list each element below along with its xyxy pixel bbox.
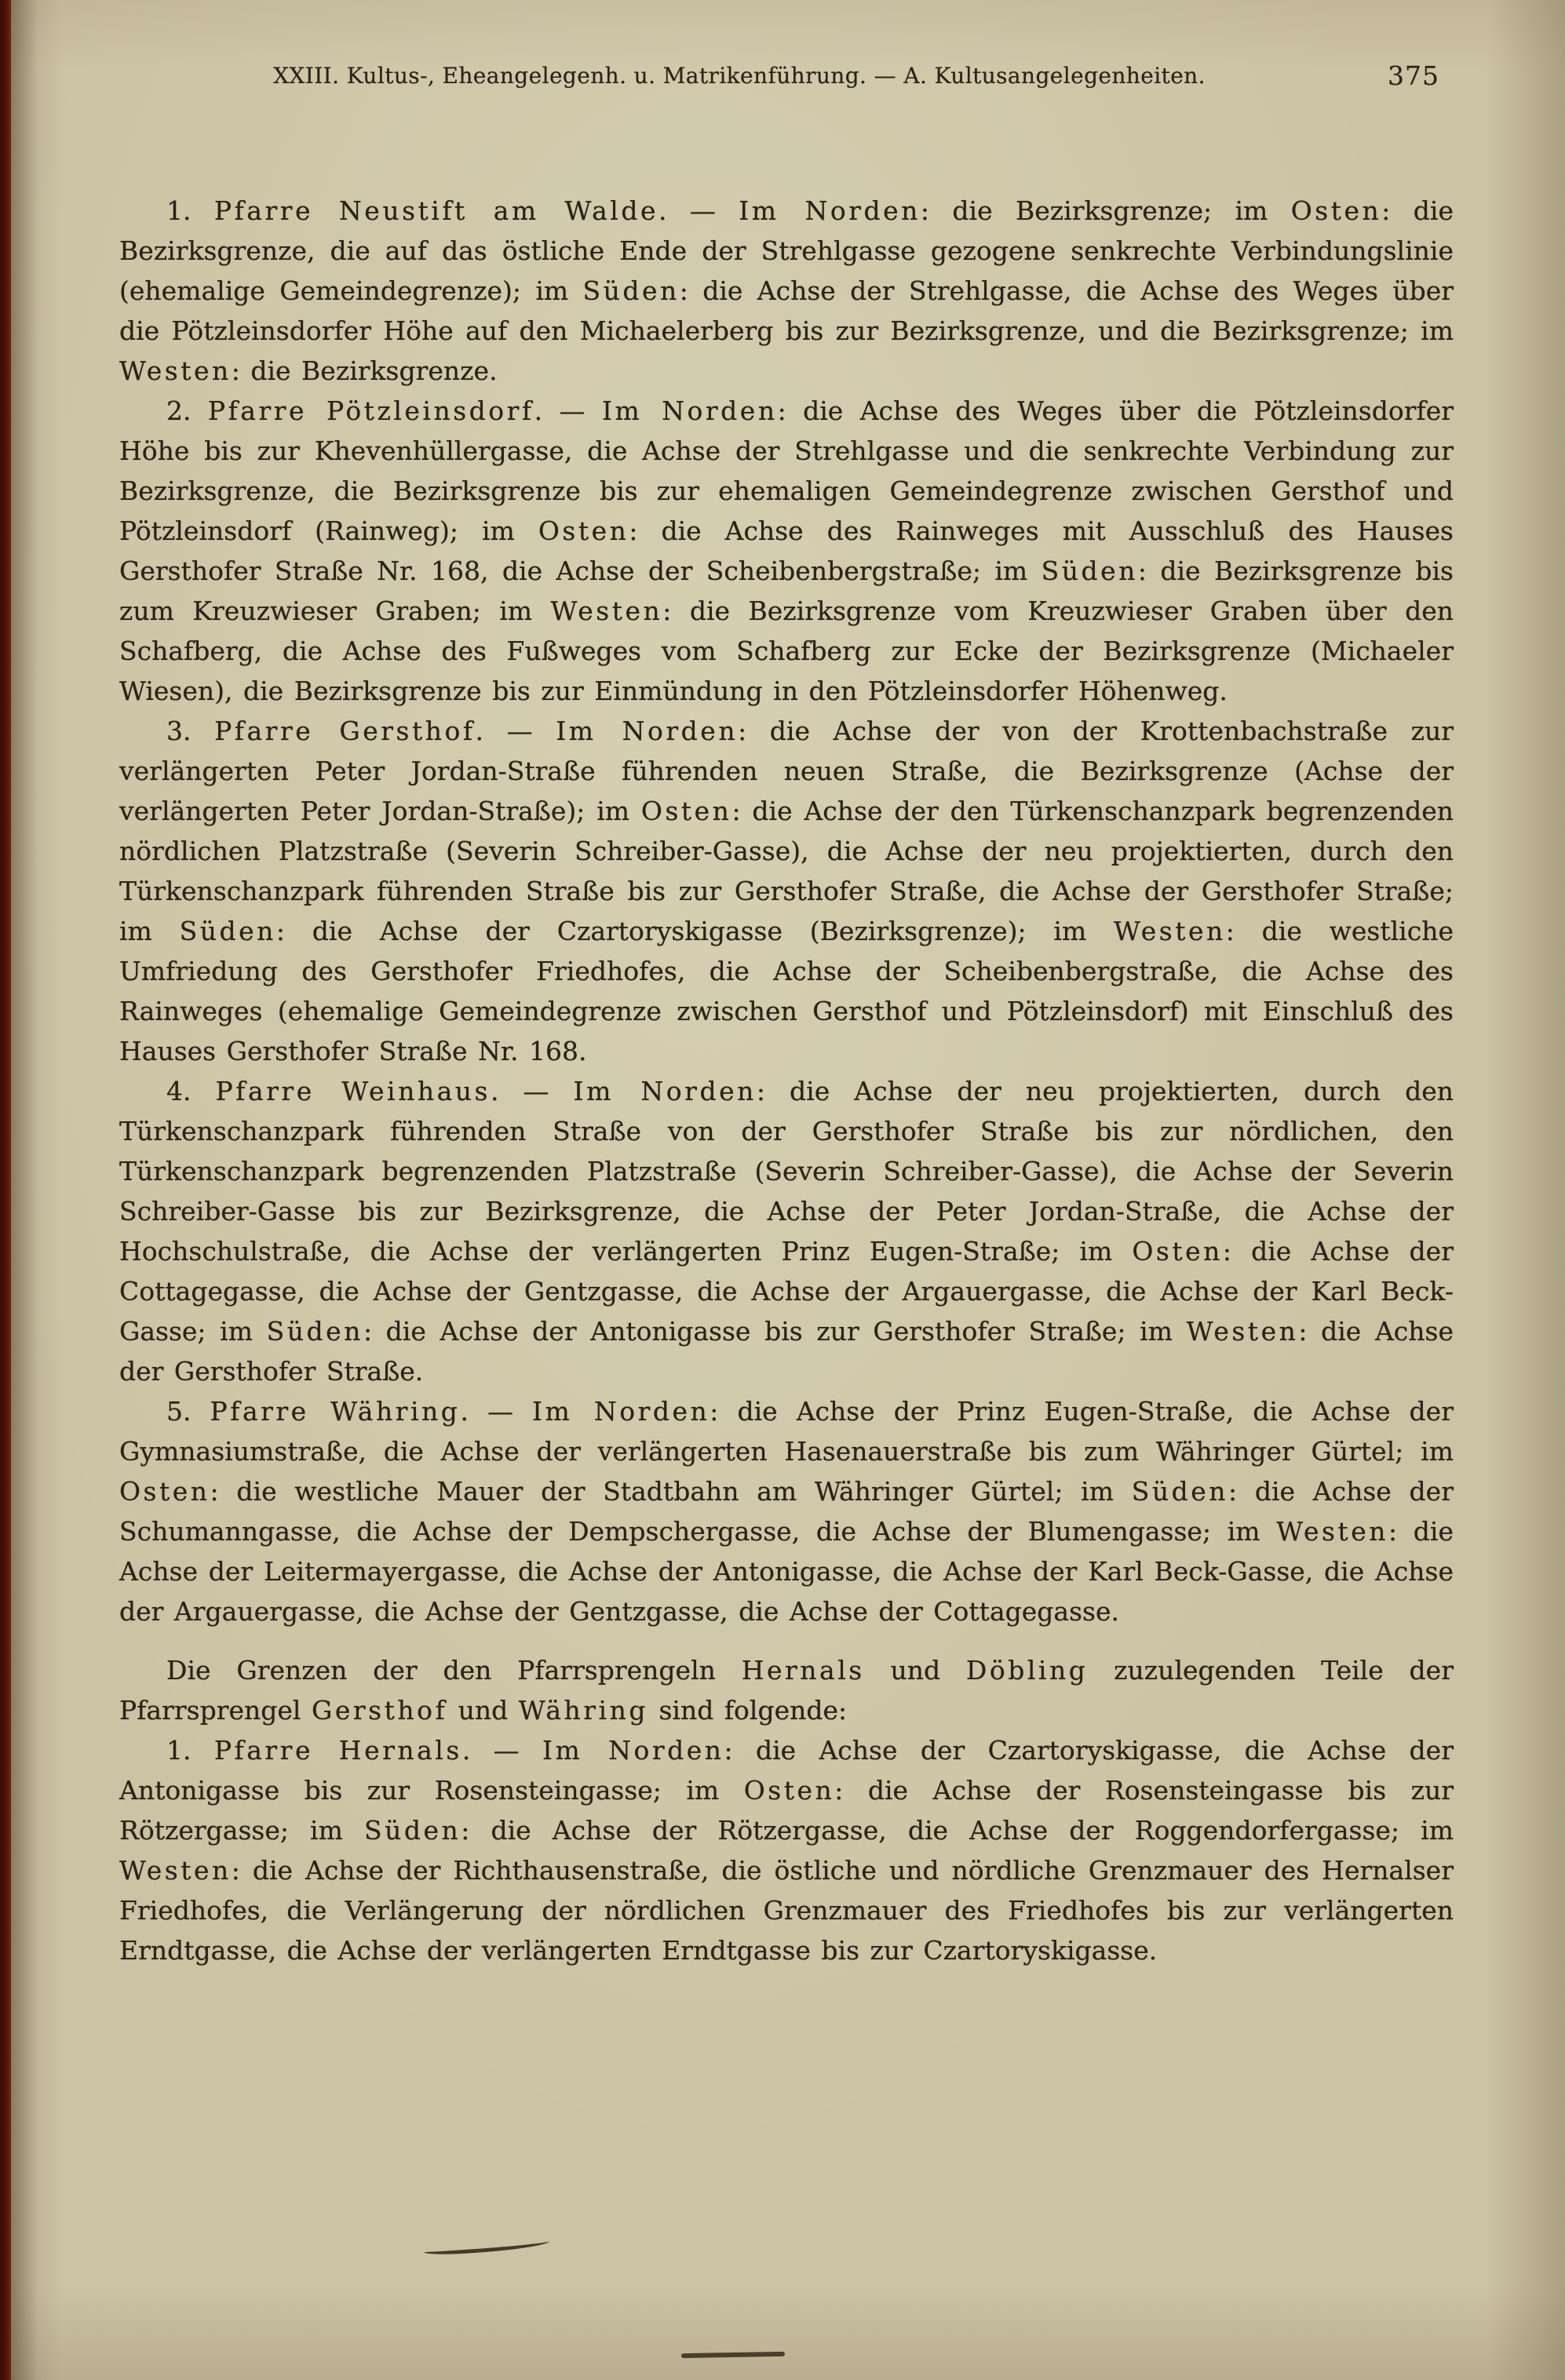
emphasized-text: Im Norden: [739, 195, 921, 226]
ink-mark: [681, 2352, 785, 2358]
text-run: : die Bezirksgrenze; im: [920, 195, 1291, 226]
text-run: : die westliche Mauer der Stadtbahn am Währinger Gürtel; im: [210, 1476, 1132, 1507]
emphasized-text: Osten: [640, 796, 732, 826]
emphasized-text: Pfarre Hernals: [213, 1735, 462, 1766]
emphasized-text: Pfarre Weinhaus: [215, 1076, 491, 1106]
text-run: . —: [475, 716, 556, 746]
paragraph: [119, 1730, 1454, 1970]
text-run: : die Bezirksgrenze, die auf das östliche Ende der Strehlgasse gezogene senkrechte Verbindungslinie (ehemalige Gemeindegrenze); im: [119, 195, 1454, 306]
text-run: : die Achse der neu projektierten, durch den Türkenschanzpark führenden Straße von der Gersthofer Straße bis zur nördlichen, den Türkenschanzpark begrenzenden Platzstraße (Severin Schreiber-Gasse), die Achse der Severin Schreiber-Gasse bis zur Bezirksgrenze, die Achse der Peter Jordan-Straße, die Achse der Hochschulstraße, die Achse der verlängerten Prinz Eugen-Straße; im: [119, 1076, 1454, 1267]
book-binding-edge: [0, 0, 11, 2380]
text-run: : die Achse der Rosensteingasse bis zur Rötzergasse; im: [119, 1775, 1454, 1846]
emphasized-text: Süden: [1041, 556, 1138, 586]
page-number: 375: [1388, 60, 1439, 91]
text-run: Die Grenzen der den Pfarrsprengeln: [166, 1655, 742, 1686]
page-header: [119, 60, 1454, 91]
text-run: : die Bezirksgrenze.: [231, 355, 498, 386]
text-run: : die Achse der Schumanngasse, die Achse der Dempschergasse, die Achse der Blumengasse; im: [119, 1476, 1454, 1547]
text-run: : die Achse der von der Krottenbachstraße zur verlängerten Peter Jordan-Straße führenden neuen Straße, die Bezirksgrenze (Achse der verlängerten Peter Jordan-Straße); im: [119, 716, 1454, 826]
paragraph: [119, 711, 1454, 1071]
emphasized-text: Süden: [364, 1815, 461, 1846]
emphasized-text: Döbling: [965, 1655, 1089, 1686]
text-run: 4.: [166, 1076, 216, 1106]
emphasized-text: Westen: [119, 355, 232, 386]
binding-shadow: [11, 0, 38, 2380]
paragraph: [119, 1071, 1454, 1391]
text-run: : die Achse der Richthausenstraße, die östliche und nördliche Grenzmauer des Hernalser Friedhofes, die Verlängerung der nördlichen Grenzmauer des Friedhofes bis zur verlängerten Erndtgasse, die Achse der verlängerten Erndtgasse bis zur Czartoryskigasse.: [119, 1855, 1454, 1966]
emphasized-text: Süden: [1131, 1476, 1229, 1507]
text-run: 5.: [166, 1396, 210, 1427]
text-run: : die Achse der Strehlgasse, die Achse des Weges über die Pötzleinsdorfer Höhe auf den Michaelerberg bis zur Bezirksgrenze, und die Bezirksgrenze; im: [119, 275, 1454, 346]
text-run: : die Achse der Czartoryskigasse, die Achse der Antonigasse bis zur Rosensteingasse; im: [119, 1735, 1454, 1806]
text-run: : die Achse der Prinz Eugen-Straße, die Achse der Gymnasiumstraße, die Achse der verlängerten Hasenauerstraße bis zum Währinger Gürtel; im: [119, 1396, 1454, 1467]
emphasized-text: Hernals: [741, 1655, 865, 1686]
text-run: : die westliche Umfriedung des Gersthofer Friedhofes, die Achse der Scheibenbergstraße, die Achse des Rainweges (ehemalige Gemeindegrenze zwischen Gersthof und Pötzleinsdorf) mit Einschluß des Hauses Gersthofer Straße Nr. 168.: [119, 916, 1454, 1066]
emphasized-text: Süden: [266, 1316, 363, 1347]
text-run: : die Achse der den Türkenschanzpark begrenzenden nördlichen Platzstraße (Severin Schreiber-Gasse), die Achse der neu projektierten, durch den Türkenschanzpark führenden Straße bis zur Gersthofer Straße, die Achse der Gersthofer Straße; im: [119, 796, 1454, 946]
emphasized-text: Im Norden: [573, 1076, 757, 1106]
paragraph: [119, 1391, 1454, 1631]
text-run: : die Achse der Rötzergasse, die Achse der Roggendorfergasse; im: [461, 1815, 1454, 1846]
emphasized-text: Währing: [518, 1695, 648, 1726]
emphasized-text: Süden: [582, 275, 680, 306]
text-run: : die Achse der Antonigasse bis zur Gersthofer Straße; im: [363, 1316, 1187, 1347]
text-run: und: [447, 1695, 519, 1726]
emphasized-text: Westen: [550, 596, 663, 626]
text-run: : die Achse des Rainweges mit Ausschluß des Hauses Gersthofer Straße Nr. 168, die Achse der Scheibenbergstraße; im: [119, 516, 1454, 586]
text-run: : die Bezirksgrenze vom Kreuzwieser Graben über den Schafberg, die Achse des Fußweges vom Schafberg zur Ecke der Bezirksgrenze (Michaeler Wiesen), die Bezirksgrenze bis zur Einmündung in den Pötzleinsdorfer Höhenweg.: [119, 596, 1454, 706]
text-run: . —: [534, 395, 602, 426]
text-run: : die Achse der Cottagegasse, die Achse der Gentzgasse, die Achse der Argauergasse, die Achse der Karl Beck-Gasse; im: [119, 1236, 1454, 1347]
text-run: . —: [490, 1076, 574, 1106]
paragraph: [119, 391, 1454, 711]
emphasized-text: Pfarre Gersthof: [214, 716, 476, 746]
emphasized-text: Gersthof: [311, 1695, 448, 1726]
emphasized-text: Westen: [1186, 1316, 1299, 1347]
emphasized-text: Im Norden: [542, 1735, 724, 1766]
text-run: . —: [460, 1396, 532, 1427]
emphasized-text: Westen: [1276, 1516, 1388, 1547]
emphasized-text: Osten: [538, 516, 629, 546]
emphasized-text: Im Norden: [601, 395, 778, 426]
emphasized-text: Pfarre Neustift am Walde: [213, 195, 658, 226]
text-run: 1.: [166, 195, 214, 226]
text-run: zuzulegenden Teile der Pfarrsprengel: [119, 1655, 1454, 1726]
text-run: sind folgende:: [648, 1695, 848, 1726]
running-title: XXIII. Kultus-, Eheangelegenh. u. Matrikenführung. — A. Kultusangelegenheiten.: [273, 63, 1206, 89]
paragraph: [119, 1650, 1454, 1730]
text-run: : die Achse der Gersthofer Straße.: [119, 1316, 1454, 1387]
emphasized-text: Pfarre Währing: [210, 1396, 461, 1427]
emphasized-text: Süden: [179, 916, 276, 946]
text-run: : die Achse der Leitermayergasse, die Achse der Antonigasse, die Achse der Karl Beck-Gasse, die Achse der Argauergasse, die Achse der Gentzgasse, die Achse der Cottagegasse.: [119, 1516, 1454, 1627]
text-run: : die Achse des Weges über die Pötzleinsdorfer Höhe bis zur Khevenhüllergasse, die Achse der Strehlgasse und die senkrechte Verbindung zur Bezirksgrenze, die Bezirksgrenze bis zur ehemaligen Gemeindegrenze zwischen Gersthof und Pötzleinsdorf (Rainweg); im: [119, 395, 1454, 546]
text-run: . —: [461, 1735, 542, 1766]
emphasized-text: Im Norden: [556, 716, 739, 746]
emphasized-text: Osten: [743, 1775, 835, 1806]
emphasized-text: Westen: [119, 1855, 232, 1886]
text-run: : die Achse der Czartoryskigasse (Bezirksgrenze); im: [275, 916, 1114, 946]
text-run: 1.: [166, 1735, 214, 1766]
emphasized-text: Im Norden: [532, 1396, 710, 1427]
text-run: . —: [658, 195, 739, 226]
emphasized-text: Pfarre Pötzleinsdorf: [207, 395, 534, 426]
text-run: 3.: [166, 716, 215, 746]
paragraphs: [119, 191, 1454, 1970]
emphasized-text: Westen: [1114, 916, 1226, 946]
text-run: und: [864, 1655, 966, 1686]
text-run: : die Bezirksgrenze bis zum Kreuzwieser Graben; im: [119, 556, 1454, 626]
emphasized-text: Osten: [119, 1476, 210, 1507]
ink-smudge: [424, 2236, 550, 2256]
emphasized-text: Osten: [1132, 1236, 1223, 1267]
paragraph: [119, 191, 1454, 391]
emphasized-text: Osten: [1290, 195, 1382, 226]
text-run: 2.: [166, 395, 208, 426]
